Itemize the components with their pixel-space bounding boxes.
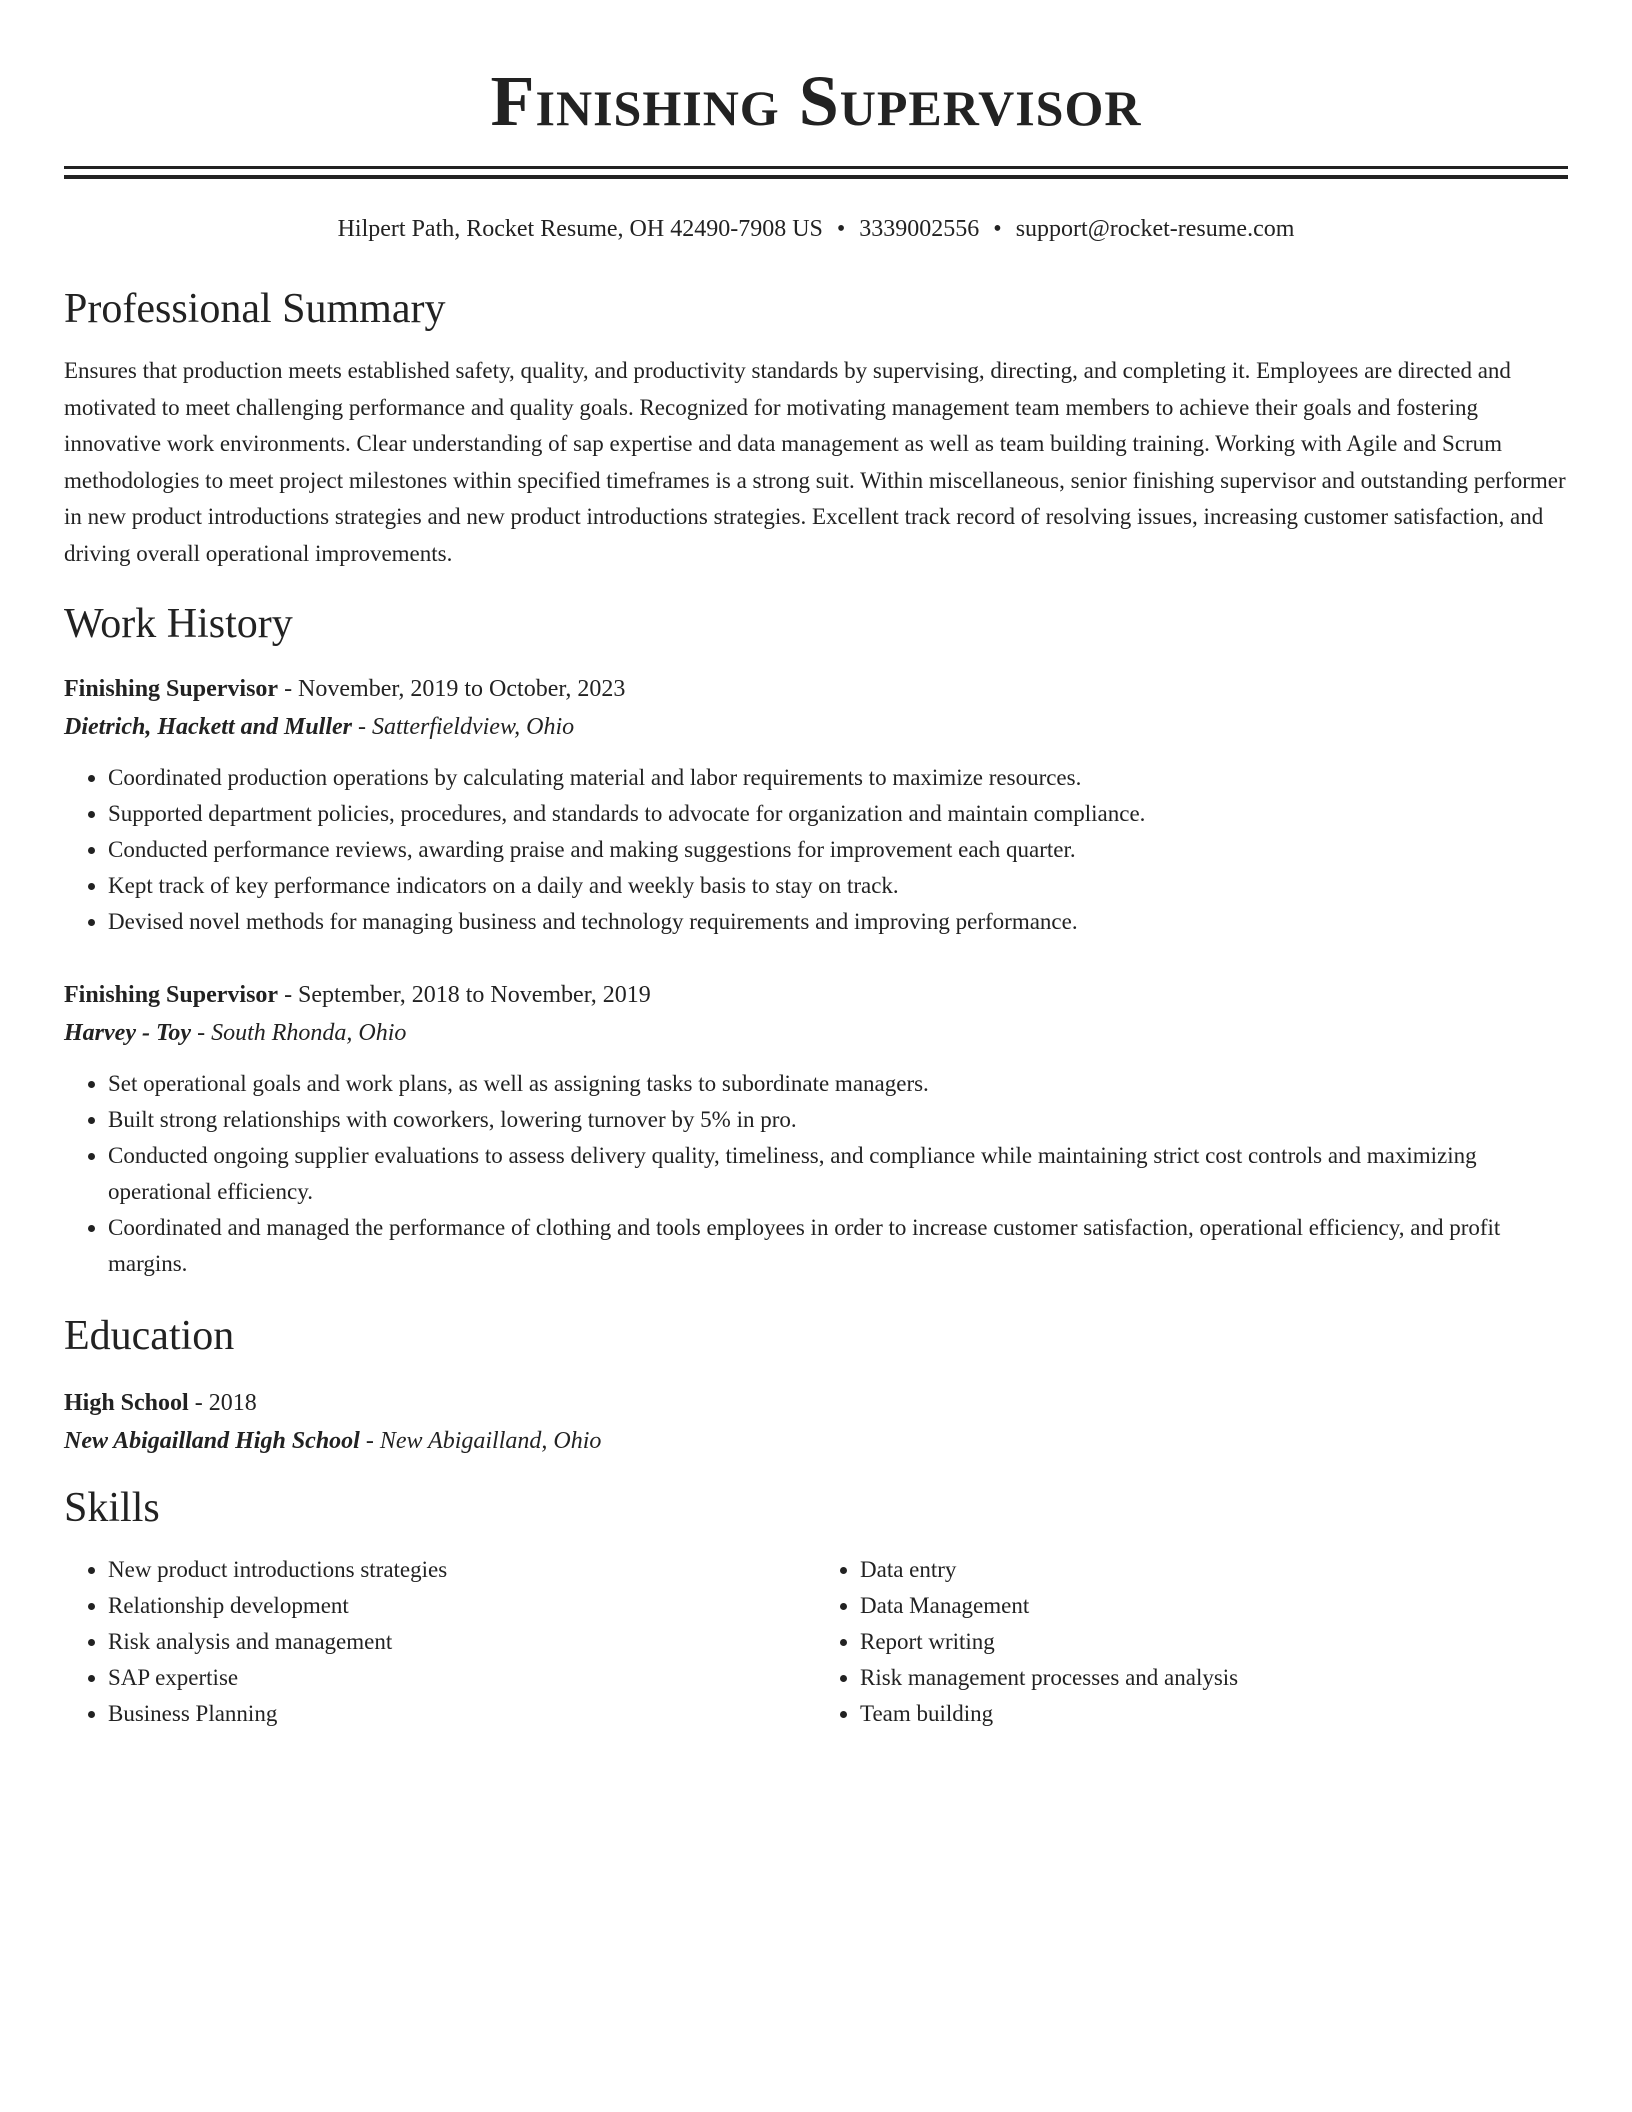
work-history-heading: Work History: [64, 601, 293, 647]
skill-item: • Report writing: [860, 1624, 1568, 1660]
job-bullet: • Devised novel methods for managing business and technology requirements and improving performance.: [108, 904, 1568, 940]
contact-email: support@rocket-resume.com: [1015, 216, 1295, 242]
resume-name: Finishing Supervisor: [490, 61, 1142, 141]
job-dates: - September, 2018 to November, 2019: [278, 982, 651, 1008]
job-bullet: • Coordinated and managed the performance of clothing and tools employees in order to increase customer satisfaction, operational efficiency, and profit margins.: [108, 1210, 1568, 1282]
job-bullet: • Built strong relationships with coworkers, lowering turnover by 5% in pro.: [108, 1102, 1568, 1138]
contact-phone: 3339002556: [859, 216, 980, 242]
education-header: [64, 1384, 1568, 1422]
job-location: - Satterfieldview, Ohio: [352, 714, 575, 740]
education-location: - New Abigailland, Ohio: [359, 1428, 602, 1454]
job-entry: [64, 976, 1568, 1282]
education-heading: Education: [64, 1313, 235, 1359]
job-bullet: • Coordinated production operations by calculating material and labor requirements to maximize resources.: [108, 760, 1568, 796]
job-bullet: • Conducted ongoing supplier evaluations to assess delivery quality, timeliness, and compliance while maintaining strict cost controls and maximizing operational efficiency.: [108, 1138, 1568, 1210]
skill-item: • Data entry: [860, 1552, 1568, 1588]
skill-item: • Business Planning: [108, 1696, 816, 1732]
job-employer: [64, 708, 1568, 746]
skill-item: • Relationship development: [108, 1588, 816, 1624]
contact-separator: •: [993, 216, 1002, 242]
education-entry: [64, 1384, 1568, 1460]
education-year: - 2018: [188, 1390, 257, 1416]
skills-grid: [64, 1552, 1568, 1732]
skill-item: • Risk management processes and analysis: [860, 1660, 1568, 1696]
education-degree: High School: [64, 1390, 189, 1416]
skill-item: • SAP expertise: [108, 1660, 816, 1696]
contact-address: Hilpert Path, Rocket Resume, OH 42490-7908 US: [337, 216, 823, 242]
education-school: New Abigailland High School: [64, 1428, 360, 1454]
job-bullet: • Conducted performance reviews, awarding praise and making suggestions for improvement each quarter.: [108, 832, 1568, 868]
contact-separator: •: [836, 216, 846, 242]
job-dates: - November, 2019 to October, 2023: [278, 676, 626, 702]
header-divider-thick: [64, 175, 1568, 179]
job-employer: [64, 1014, 1568, 1052]
skill-item: • Risk analysis and management: [108, 1624, 816, 1660]
job-header: [64, 976, 1568, 1014]
skill-item: • Data Management: [860, 1588, 1568, 1624]
job-entry: [64, 670, 1568, 940]
job-role: Finishing Supervisor: [64, 676, 279, 702]
job-role: Finishing Supervisor: [64, 982, 279, 1008]
job-company: Harvey - Toy: [64, 1020, 192, 1046]
contact-line: [64, 213, 1568, 245]
job-bullet: • Kept track of key performance indicators on a daily and weekly basis to stay on track.: [108, 868, 1568, 904]
skill-item: • Team building: [860, 1696, 1568, 1732]
job-bullet: • Set operational goals and work plans, as well as assigning tasks to subordinate managers.: [108, 1066, 1568, 1102]
job-location: - South Rhonda, Ohio: [191, 1020, 407, 1046]
job-bullets: [64, 1066, 1568, 1282]
skills-heading: Skills: [64, 1485, 160, 1531]
skills-column-right: [816, 1552, 1568, 1732]
job-bullets: [64, 760, 1568, 940]
summary-heading: Professional Summary: [64, 286, 446, 332]
education-school-line: [64, 1422, 1568, 1460]
header-divider-thin: [64, 166, 1568, 169]
skills-column-left: [64, 1552, 816, 1732]
skill-item: • New product introductions strategies: [108, 1552, 816, 1588]
job-header: [64, 670, 1568, 708]
job-bullet: • Supported department policies, procedures, and standards to advocate for organization and maintain compliance.: [108, 796, 1568, 832]
job-company: Dietrich, Hackett and Muller: [64, 714, 352, 740]
summary-text: Ensures that production meets established safety, quality, and productivity standards by supervising, directing, and completing it. Employees are directed and motivated to meet challenging performance and quality goals. Recognized for motivating management team members to achieve their goals and fostering innovative work environments. Clear understanding of sap expertise and data management as well as team building training. Working with Agile and Scrum methodologies to meet project milestones within specified timeframes is a strong suit. Within miscellaneous, senior finishing supervisor and outstanding performer in new product introductions strategies and new product introductions strategies. Excellent track record of resolving issues, increasing customer satisfaction, and driving overall operational improvements.: [64, 358, 1566, 566]
